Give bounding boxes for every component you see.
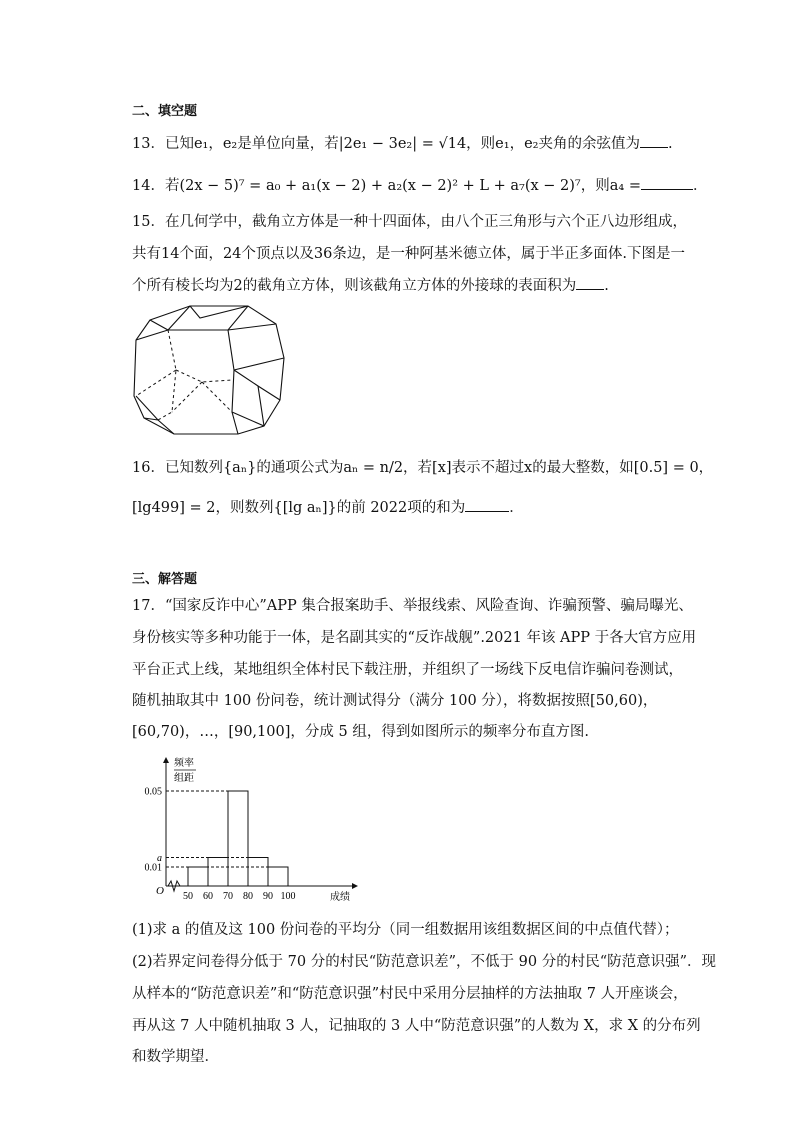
- histogram-bar-3: [248, 858, 268, 887]
- answer-blank-16[interactable]: [465, 497, 509, 512]
- question-15-line-2: 共有14个面，24个顶点以及36条边，是一种阿基米德立体，属于半正多面体.下图是一: [132, 246, 685, 262]
- question-16-line-2: [lg499] = 2，则数列{[lg aₙ]}的前 2022项的和为 ．: [132, 497, 524, 518]
- question-17-part-2-line-4: 和数学期望．: [132, 1049, 219, 1065]
- histogram-bar-0: [188, 867, 208, 886]
- answer-blank-15[interactable]: [576, 275, 604, 290]
- question-17-line-4: 随机抽取其中 100 份问卷，统计测试得分（满分 100 分），将数据按照[50,60)，: [132, 693, 658, 709]
- question-17-part-2-line-3: 再从这 7 人中随机抽取 3 人，记抽取的 3 人中“防范意识强”的人数为 X，求 X 的分布列: [132, 1018, 701, 1034]
- cube-right-edges: [234, 370, 280, 426]
- x-tick-label-0: 50: [183, 891, 193, 902]
- y-tick-label-2: 0.01: [144, 862, 162, 874]
- cube-hidden-edges: [136, 330, 232, 420]
- answer-blank-14[interactable]: [641, 175, 693, 190]
- x-tick-label-1: 60: [203, 891, 213, 902]
- question-17-line-3: 平台正式上线，某地组织全体村民下载注册，并组织了一场线下反电信诈骗问卷测试，: [132, 662, 683, 678]
- cube-front-edges: [136, 330, 284, 434]
- x-tick-label-4: 90: [263, 891, 273, 902]
- question-15-text: 个所有棱长均为2的截角立方体，则该截角立方体的外接球的表面积为: [132, 278, 577, 294]
- y-label-bottom: 组距: [174, 773, 194, 784]
- histogram-bar-4: [268, 867, 288, 886]
- question-14-text: 14．若(2x − 5)⁷ = a₀ + a₁(x − 2) + a₂(x − 2)² + L + a₇(x − 2)⁷，则a₄ =: [132, 178, 641, 194]
- histogram-bar-1: [208, 858, 228, 887]
- question-17-line-2: 身份核实等多种功能于一体，是名副其实的“反诈战舰”.2021 年该 APP 于各大官方应用: [132, 630, 697, 646]
- y-tick-label-1: a: [157, 853, 162, 864]
- question-17-line-5: [60,70)，…，[90,100]，分成 5 组，得到如图所示的频率分布直方图.: [132, 724, 589, 740]
- cube-top-edges: [150, 306, 276, 330]
- section-heading-fill-in: 二、填空题: [132, 104, 198, 119]
- x-tick-label-2: 70: [223, 891, 233, 902]
- cube-outline: [134, 306, 284, 434]
- question-13-text: 13．已知e₁，e₂是单位向量，若|2e₁ − 3e₂| = √14，则e₁，e₂夹角的余弦值为: [132, 136, 640, 152]
- y-tick-label-0: 0.05: [144, 786, 162, 798]
- answer-blank-13[interactable]: [640, 133, 668, 148]
- cube-bottom-left: [136, 396, 174, 434]
- question-16-text: [lg499] = 2，则数列{[lg aₙ]}的前 2022项的和为: [132, 500, 466, 516]
- question-17-line-1: 17．“国家反诈中心”APP 集合报案助手、举报线索、风险查询、诈骗预警、骗局曝光、: [132, 598, 693, 614]
- truncated-cube-figure: [128, 300, 288, 440]
- question-15-line-3: 个所有棱长均为2的截角立方体，则该截角立方体的外接球的表面积为 .: [132, 275, 609, 296]
- question-15-line-1: 15．在几何学中，截角立方体是一种十四面体，由八个正三角形与六个正八边形组成，: [132, 214, 687, 230]
- x-tick-label-5: 100: [280, 891, 296, 902]
- question-17-part-2-line-1: (2)若界定问卷得分低于 70 分的村民“防范意识差”，不低于 90 分的村民“防范意识强”．现: [132, 954, 717, 970]
- frequency-histogram: [132, 752, 372, 912]
- section-heading-solve: 三、解答题: [132, 572, 198, 587]
- y-label-top: 频率: [174, 758, 194, 769]
- question-16-line-1: 16．已知数列{aₙ}的通项公式为aₙ = n/2，若[x]表示不超过x的最大整数，如[0.5] = 0，: [132, 460, 714, 476]
- question-13: 13．已知e₁，e₂是单位向量，若|2e₁ − 3e₂| = √14，则e₁，e₂夹角的余弦值为 .: [132, 133, 673, 154]
- x-tick-label-3: 80: [243, 891, 253, 902]
- question-17-part-2-line-2: 从样本的“防范意识差”和“防范意识强”村民中采用分层抽样的方法抽取 7 人开座谈会，: [132, 986, 688, 1002]
- origin-label: O: [156, 885, 164, 897]
- x-axis-label: 成绩: [330, 892, 350, 903]
- question-14: 14．若(2x − 5)⁷ = a₀ + a₁(x − 2) + a₂(x − 2)² + L + a₇(x − 2)⁷，则a₄ = ．: [132, 175, 707, 196]
- histogram-bar-2: [228, 791, 248, 886]
- question-17-part-1: (1)求 a 的值及这 100 份问卷的平均分（同一组数据用该组数据区间的中点值代替）；: [132, 922, 679, 938]
